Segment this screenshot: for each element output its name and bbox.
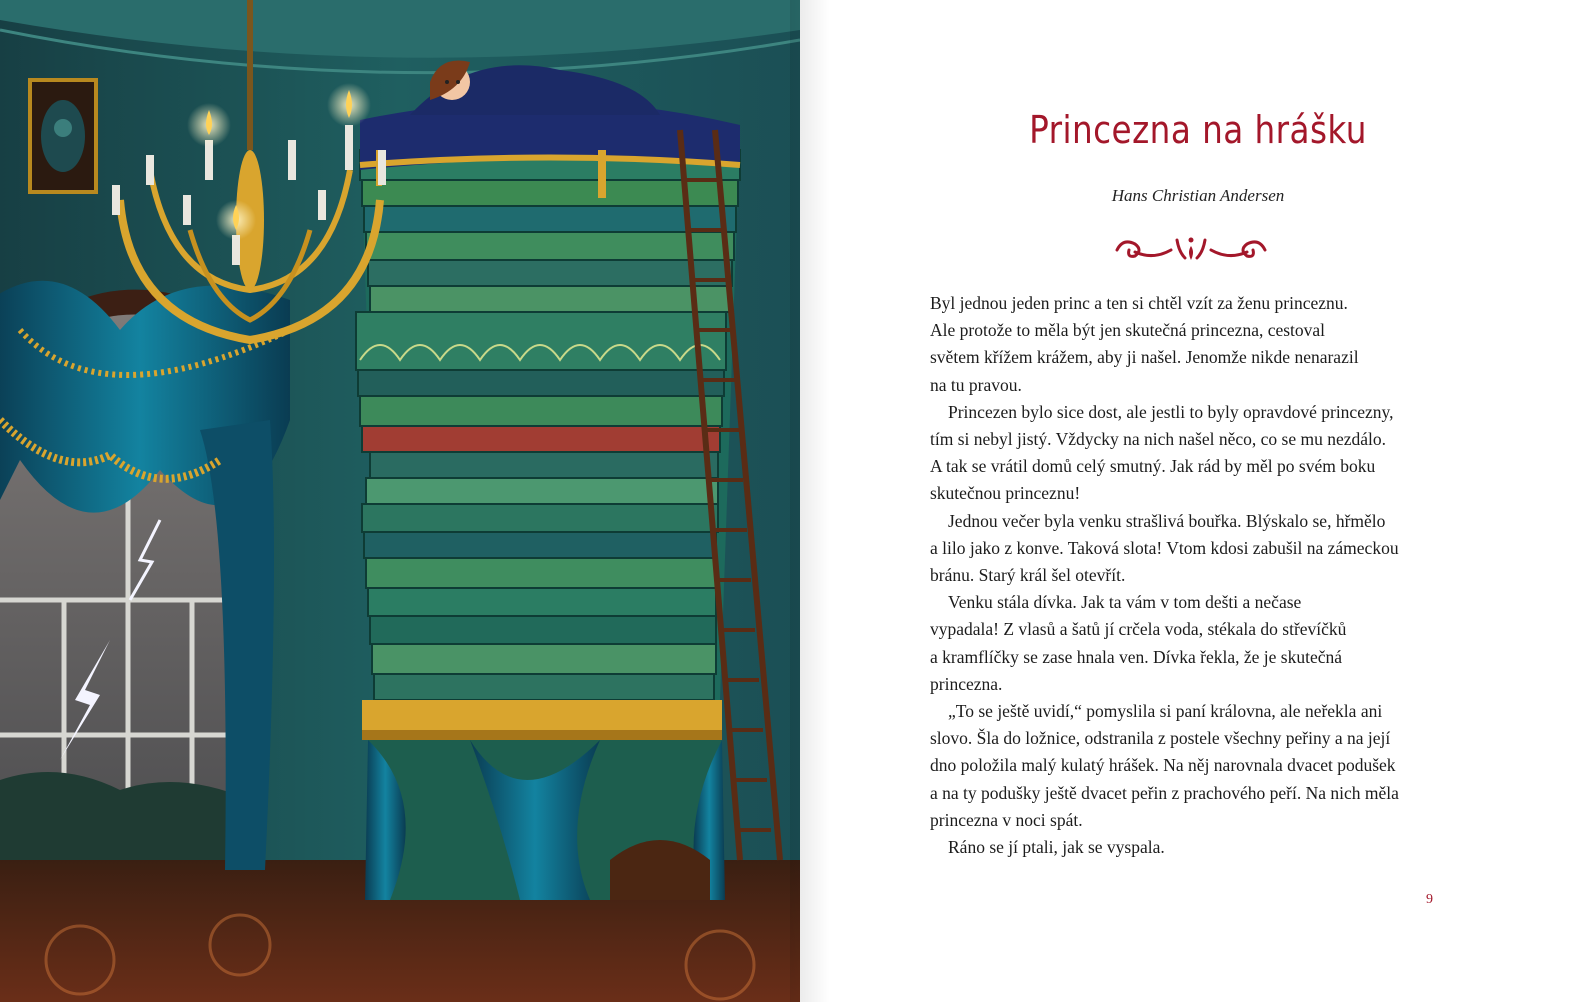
story-line: Ale protože to měla být jen skutečná princezna, cestoval [930, 320, 1326, 341]
story-line: skutečnou princeznu! [930, 483, 1081, 504]
story-line: na tu pravou. [930, 374, 1022, 395]
framed-portrait [30, 80, 96, 192]
story-line: slovo. Šla do ložnice, odstranila z postele všechny peřiny a na její [930, 728, 1391, 749]
story-line: tím si nebyl jistý. Vždycky na nich našel něco, co se mu nezdálo. [930, 429, 1387, 450]
story-line: Venku stála dívka. Jak ta vám v tom dešti a nečase [948, 592, 1302, 613]
story-line: princezna v noci spát. [930, 809, 1083, 830]
story-line: světem křížem krážem, aby ji našel. Jenomže nikde nenarazil [930, 347, 1359, 368]
story-line: princezna. [930, 673, 1003, 694]
text-page [800, 0, 1596, 1002]
swirl-divider-icon [1113, 234, 1269, 264]
story-line: Byl jednou jeden princ a ten si chtěl vzít za ženu princeznu. [930, 293, 1348, 313]
story-author: Hans Christian Andersen [1111, 186, 1285, 205]
story-line: a lilo jako z konve. Taková slota! Vtom kdosi zabušil na zámeckou [930, 537, 1399, 558]
story-body [930, 290, 1470, 861]
story-line: a na ty podušky ještě dvacet peřin z prachového peří. Na nich měla [930, 782, 1399, 803]
story-title: Princezna na hrášku [1029, 108, 1367, 152]
story-line: a kramflíčky se zase hnala ven. Dívka řekla, že je skutečná [930, 646, 1343, 667]
story-line: Princezen bylo sice dost, ale jestli to byly opravdové princezny, [948, 401, 1394, 422]
story-line: bránu. Starý král šel otevřít. [930, 565, 1126, 586]
story-line: vypadala! Z vlasů a šatů jí crčela voda, stékala do střevíčků [930, 619, 1347, 640]
story-line: „To se ještě uvidí,“ pomyslila si paní královna, ale neřekla ani [948, 701, 1383, 722]
story-line: Jednou večer byla venku strašlivá bouřka. Blýskalo se, hřmělo [948, 510, 1386, 531]
page-number: 9 [1426, 892, 1433, 907]
story-line: Ráno se jí ptali, jak se vyspala. [948, 837, 1165, 858]
story-line: dno položila malý kulatý hrášek. Na něj narovnala dvacet podušek [930, 755, 1396, 776]
story-line: A tak se vrátil domů celý smutný. Jak rád by měl po svém boku [930, 456, 1376, 477]
